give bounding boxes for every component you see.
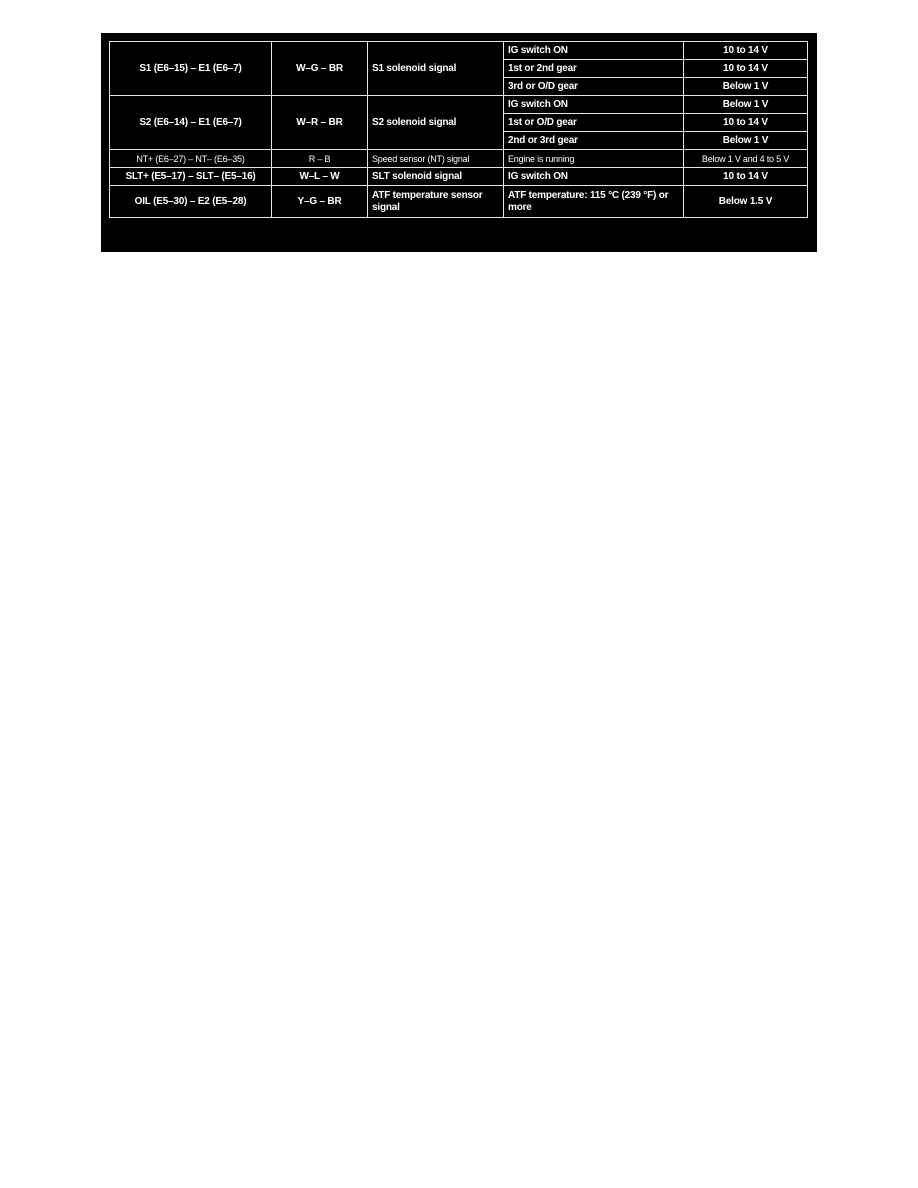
spec-cell: Below 1 V xyxy=(684,132,808,150)
spec-cell: 10 to 14 V xyxy=(684,114,808,132)
spec-cell: Below 1.5 V xyxy=(684,186,808,218)
terminal-cell: SLT+ (E5–17) – SLT– (E5–16) xyxy=(110,168,272,186)
table-row xyxy=(110,42,808,60)
condition-cell: 1st or O/D gear xyxy=(504,114,684,132)
signal-cell: S2 solenoid signal xyxy=(368,96,504,150)
table-row xyxy=(110,150,808,168)
wiring-color-cell: W–G – BR xyxy=(272,42,368,96)
wiring-color-cell: R – B xyxy=(272,150,368,168)
table-row xyxy=(110,168,808,186)
table-row xyxy=(110,96,808,114)
terminal-spec-table xyxy=(109,41,808,218)
signal-cell: S1 solenoid signal xyxy=(368,42,504,96)
terminal-cell: OIL (E5–30) – E2 (E5–28) xyxy=(110,186,272,218)
condition-cell: ATF temperature: 115 °C (239 °F) or more xyxy=(504,186,684,218)
condition-cell: 3rd or O/D gear xyxy=(504,78,684,96)
spec-cell: 10 to 14 V xyxy=(684,60,808,78)
signal-cell: ATF temperature sensor signal xyxy=(368,186,504,218)
condition-cell: 2nd or 3rd gear xyxy=(504,132,684,150)
signal-cell: Speed sensor (NT) signal xyxy=(368,150,504,168)
terminal-cell: NT+ (E6–27) – NT– (E6–35) xyxy=(110,150,272,168)
wiring-color-cell: W–L – W xyxy=(272,168,368,186)
terminal-spec-panel xyxy=(101,33,817,252)
terminal-cell: S2 (E6–14) – E1 (E6–7) xyxy=(110,96,272,150)
condition-cell: Engine is running xyxy=(504,150,684,168)
wiring-color-cell: Y–G – BR xyxy=(272,186,368,218)
condition-cell: 1st or 2nd gear xyxy=(504,60,684,78)
spec-cell: Below 1 V and 4 to 5 V xyxy=(684,150,808,168)
condition-cell: IG switch ON xyxy=(504,42,684,60)
spec-cell: Below 1 V xyxy=(684,78,808,96)
spec-cell: 10 to 14 V xyxy=(684,42,808,60)
wiring-color-cell: W–R – BR xyxy=(272,96,368,150)
spec-cell: Below 1 V xyxy=(684,96,808,114)
condition-cell: IG switch ON xyxy=(504,96,684,114)
terminal-cell: S1 (E6–15) – E1 (E6–7) xyxy=(110,42,272,96)
table-row xyxy=(110,186,808,218)
condition-cell: IG switch ON xyxy=(504,168,684,186)
signal-cell: SLT solenoid signal xyxy=(368,168,504,186)
spec-cell: 10 to 14 V xyxy=(684,168,808,186)
